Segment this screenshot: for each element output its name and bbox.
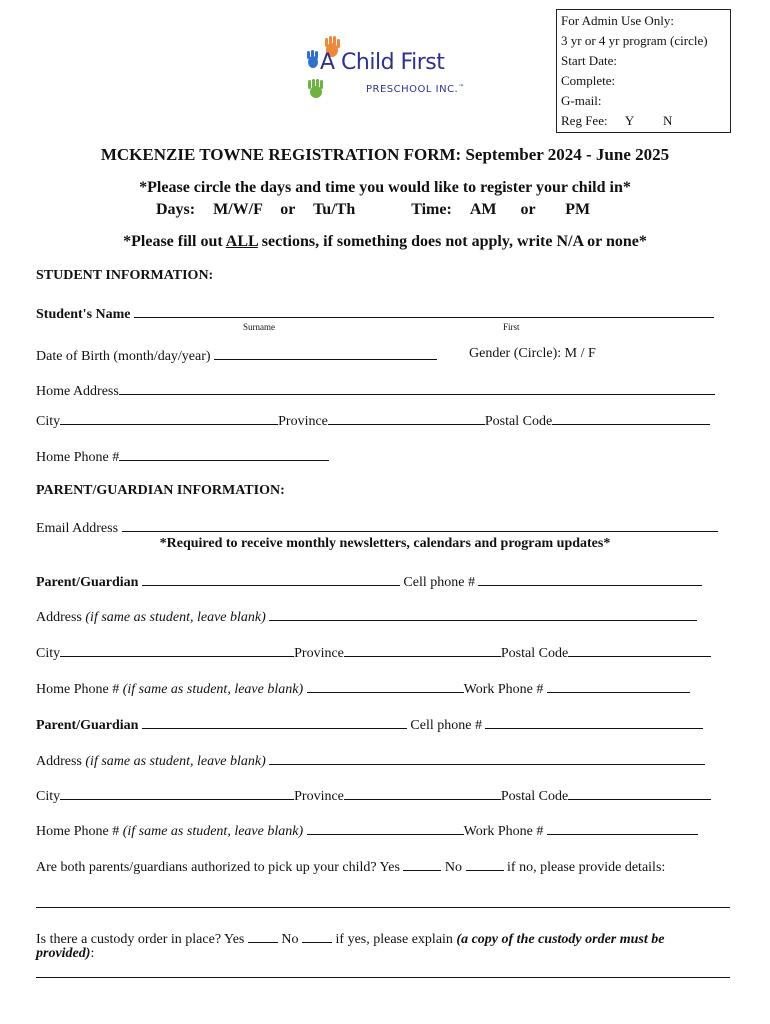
home-phone-field[interactable] <box>119 447 329 461</box>
time-pm-option[interactable]: PM <box>565 201 591 218</box>
admin-start-date: Start Date: <box>561 53 617 68</box>
city-field[interactable] <box>60 411 278 425</box>
parent1-province-field[interactable] <box>344 643 501 657</box>
province-field[interactable] <box>328 411 485 425</box>
custody-explain-line[interactable] <box>36 977 730 978</box>
parent1-cell-field[interactable] <box>478 572 702 586</box>
admin-complete: Complete: <box>561 73 616 88</box>
custody-no-field[interactable] <box>302 929 332 943</box>
admin-gmail: G-mail: <box>561 93 602 108</box>
home-address-row: Home Address <box>36 381 715 400</box>
dob-field[interactable] <box>214 346 437 360</box>
student-city-row: City Province Postal Code <box>36 411 710 430</box>
parent1-city-field[interactable] <box>60 643 294 657</box>
parent2-province-field[interactable] <box>344 786 501 800</box>
a-child-first-logo <box>300 36 480 106</box>
parent1-home-phone-field[interactable] <box>307 679 464 693</box>
parent2-address-field[interactable] <box>269 751 705 765</box>
pickup-no-field[interactable] <box>466 857 504 871</box>
pickup-yes-field[interactable] <box>403 857 441 871</box>
parent1-address-row: Address (if same as student, leave blank) <box>36 607 697 626</box>
parent1-address-field[interactable] <box>269 607 697 621</box>
parent1-name-field[interactable] <box>142 572 400 586</box>
student-name-field[interactable] <box>134 304 714 318</box>
student-home-phone-row: Home Phone # <box>36 447 329 466</box>
parent1-phone-row: Home Phone # (if same as student, leave blank) Work Phone # <box>36 679 690 698</box>
gender-label[interactable]: Gender (Circle): M / F <box>469 346 596 361</box>
circle-instruction: *Please circle the days and time you would like to register your child in* <box>139 179 631 196</box>
time-label: Time: <box>411 201 452 218</box>
email-row: Email Address <box>36 518 718 537</box>
days-mwf-option[interactable]: M/W/F <box>213 201 263 218</box>
parent2-postal-field[interactable] <box>568 786 711 800</box>
admin-reg-fee-no: N <box>662 113 673 128</box>
parent-info-heading: PARENT/GUARDIAN INFORMATION: <box>36 483 285 498</box>
parent1-city-row: City Province Postal Code <box>36 643 711 662</box>
student-name-label: Student's Name <box>36 307 131 322</box>
custody-yes-field[interactable] <box>248 929 278 943</box>
home-address-field[interactable] <box>119 381 715 395</box>
parent1-work-phone-field[interactable] <box>547 679 690 693</box>
custody-question-row: Is there a custody order in place? Yes No if yes, please explain (a copy of the custody order must be <box>36 929 664 948</box>
email-note: *Required to receive monthly newsletters, calendars and program updates* <box>159 536 611 551</box>
parent2-name-field[interactable] <box>142 715 407 729</box>
logo-subtitle: PRESCHOOL INC.™ <box>366 84 465 95</box>
admin-use-box <box>556 9 731 133</box>
parent2-cell-field[interactable] <box>485 715 703 729</box>
form-title: MCKENZIE TOWNE REGISTRATION FORM: September 2024 - June 2025 <box>100 145 670 164</box>
admin-reg-fee-yes: Y <box>624 113 634 128</box>
logo-name: A Child First <box>320 50 445 75</box>
dob-label: Date of Birth (month/day/year) <box>36 349 211 364</box>
student-name-row <box>36 304 714 323</box>
surname-caption: Surname <box>243 322 275 332</box>
dob-row <box>36 346 437 365</box>
parent1-row: Parent/Guardian Cell phone # <box>36 572 702 591</box>
parent2-address-row: Address (if same as student, leave blank) <box>36 751 705 770</box>
parent2-phone-row: Home Phone # (if same as student, leave blank) Work Phone # <box>36 821 698 840</box>
pickup-question-row: Are both parents/guardians authorized to pick up your child? Yes No if no, please provide details: <box>36 857 665 876</box>
parent2-work-phone-field[interactable] <box>547 821 698 835</box>
email-field[interactable] <box>122 518 718 532</box>
parent1-postal-field[interactable] <box>568 643 711 657</box>
parent2-row: Parent/Guardian Cell phone # <box>36 715 703 734</box>
first-caption: First <box>503 322 520 332</box>
admin-title: For Admin Use Only: <box>561 13 675 28</box>
admin-program: 3 yr or 4 yr program (circle) <box>561 33 708 48</box>
days-label: Days: <box>156 201 196 218</box>
pickup-details-line[interactable] <box>36 907 730 908</box>
parent2-city-row: City Province Postal Code <box>36 786 711 805</box>
parent2-home-phone-field[interactable] <box>307 821 464 835</box>
fill-all-instruction: *Please fill out ALL sections, if something does not apply, write N/A or none* <box>123 233 647 250</box>
postal-code-field[interactable] <box>552 411 710 425</box>
student-info-heading: STUDENT INFORMATION: <box>36 268 214 283</box>
admin-reg-fee: Reg Fee: Y N <box>561 113 673 128</box>
days-time-row: Days: M/W/F or Tu/Th Time: AM or PM <box>156 201 591 218</box>
custody-note-cont: provided): <box>36 946 95 961</box>
parent2-city-field[interactable] <box>60 786 294 800</box>
time-am-option[interactable]: AM <box>469 201 497 218</box>
days-tuth-option[interactable]: Tu/Th <box>313 201 356 218</box>
